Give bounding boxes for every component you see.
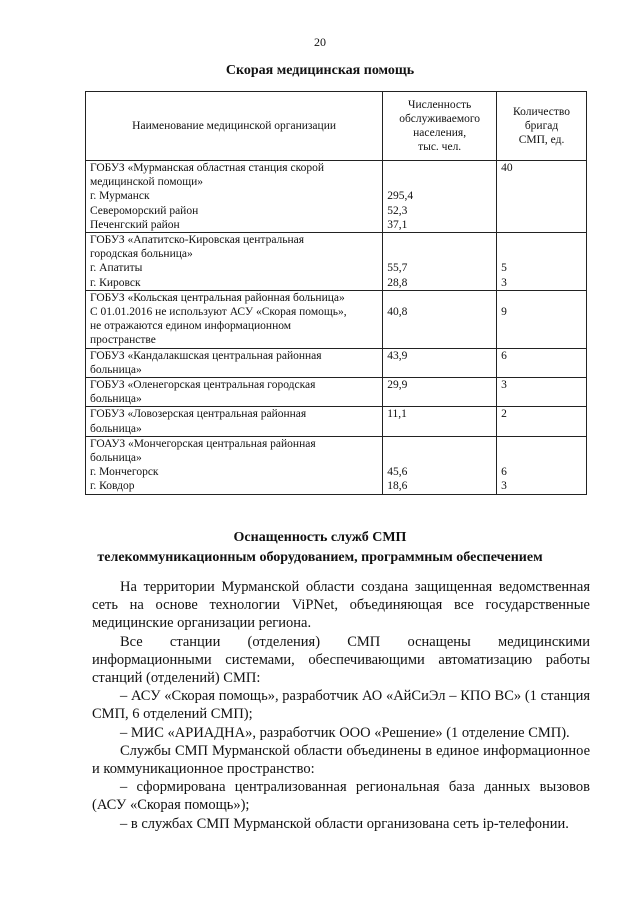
organization-cell [86,290,383,348]
cell-line: 28,8 [387,276,408,289]
paragraph: Все станции (отделения) СМП оснащены медицинскими информационными системами, обеспечивающими автоматизацию работы станций (отделений) СМП: [92,633,590,687]
cell-line [501,175,582,189]
table-row [86,378,587,407]
body-text [92,578,590,833]
header-organization [86,92,383,161]
cell-line: ГОБУЗ «Мурманская областная станция скорой [90,162,324,174]
brigades-cell [497,290,587,348]
population-cell [383,436,497,494]
cell-line: 52,3 [387,204,408,217]
cell-line [387,161,492,175]
section-title [0,528,640,568]
page-number: 20 [314,35,326,49]
cell-line: пространстве [90,334,156,347]
cell-line [387,451,492,465]
brigades-cell [497,436,587,494]
cell-line: С 01.01.2016 не используют АСУ «Скорая помощь», [90,306,347,319]
cell-line [501,451,582,465]
organization-cell [86,407,383,436]
cell-line: г. Мурманск [90,190,150,203]
cell-line: 6 [501,466,507,479]
cell-line: 3 [501,276,507,289]
cell-line [387,291,492,305]
cell-line [501,233,582,247]
table-row [86,407,587,436]
cell-line: ГОБУЗ «Кольская центральная районная больница» [90,291,345,304]
cell-line: 29,9 [387,379,408,392]
cell-line: 2 [501,408,507,421]
table-row [86,161,587,233]
cell-line [501,437,582,451]
cell-line: 6 [501,349,507,362]
cell-line [387,233,492,247]
cell-line: 295,4 [387,190,414,203]
table-row [86,233,587,291]
brigades-cell [497,161,587,233]
population-cell [383,378,497,407]
cell-line [387,247,492,261]
cell-line [387,175,492,189]
organization-cell [86,161,383,233]
population-cell [383,290,497,348]
population-cell [383,407,497,436]
header-line: Количество [513,105,571,118]
organization-cell [86,348,383,377]
cell-line: больница» [90,422,142,435]
cell-line: 3 [501,480,507,493]
header-line: населения, [413,127,467,139]
cell-line: ГОАУЗ «Мончегорская центральная районная [90,437,316,450]
cell-line: 40 [501,162,513,174]
organization-cell [86,233,383,291]
brigades-cell [497,378,587,407]
paragraph: – МИС «АРИАДНА», разработчик ООО «Решение» (1 отделение СМП). [120,724,570,741]
cell-line: г. Апатиты [90,262,143,275]
cell-line: ГОБУЗ «Ловозерская центральная районная [90,408,307,421]
brigades-cell [497,407,587,436]
cell-line: ГОБУЗ «Кандалакшская центральная районная [90,349,322,362]
cell-line [501,204,582,218]
population-cell [383,348,497,377]
header-line: СМП, ед. [518,134,565,147]
section-title-line: Оснащенность служб СМП [233,530,407,545]
cell-line: городская больница» [90,248,193,261]
ambulance-table [85,91,587,495]
cell-line [501,291,582,305]
paragraph: На территории Мурманской области создана защищенная ведомственная сеть на основе технологии ViPNet, объединяющая все государственные медицинские организации региона. [92,579,590,632]
cell-line: 11,1 [387,408,407,421]
cell-line: г. Ковдор [90,480,135,493]
section-title-line: телекоммуникационным оборудованием, программным обеспечением [97,550,543,565]
paragraph: – АСУ «Скорая помощь», разработчик АО «АйСиЭл – КПО ВС» (1 станция СМП, 6 отделений СМП); [92,688,590,723]
cell-line: 37,1 [387,218,408,231]
table-header-row [86,92,587,161]
organization-cell [86,378,383,407]
table-row [86,290,587,348]
cell-line: ГОБУЗ «Апатитско-Кировская центральная [90,234,305,247]
cell-line: 45,6 [387,466,408,479]
header-line: Численность [407,98,472,111]
table-row [86,348,587,377]
cell-line: больница» [90,452,142,465]
cell-line: больница» [90,363,142,376]
header-brigades [497,92,587,161]
cell-line: больница» [90,393,142,406]
header-line: обслуживаемого [399,112,481,125]
header-population [383,92,497,161]
header-line: тыс. чел. [418,141,462,154]
table-title: Скорая медицинская помощь [225,63,415,78]
cell-line: 55,7 [387,262,408,275]
cell-line: медицинской помощи» [90,176,204,189]
header-line: бригад [524,119,559,132]
organization-cell [86,436,383,494]
cell-line: не отражаются едином информационном [90,320,292,333]
cell-line: 5 [501,262,507,275]
cell-line: 9 [501,306,507,319]
cell-line: 43,9 [387,349,408,362]
paragraph: – в службах СМП Мурманской области организована сеть ip-телефонии. [120,815,569,832]
table-row [86,436,587,494]
cell-line: 40,8 [387,306,408,319]
cell-line: 3 [501,379,507,392]
cell-line: 18,6 [387,480,408,493]
cell-line: Североморский район [90,204,199,217]
cell-line: г. Мончегорск [90,466,159,479]
population-cell [383,233,497,291]
cell-line: г. Кировск [90,276,141,289]
population-cell [383,161,497,233]
header-line: Наименование медицинской организации [132,119,337,132]
brigades-cell [497,233,587,291]
cell-line [501,218,582,232]
cell-line: Печенгский район [90,218,180,231]
brigades-cell [497,348,587,377]
cell-line [501,247,582,261]
cell-line [387,437,492,451]
paragraph: Службы СМП Мурманской области объединены в единое информационное и коммуникационное пространство: [92,742,590,778]
paragraph: – сформирована централизованная региональная база данных вызовов (АСУ «Скорая помощь»); [92,779,590,814]
cell-line: ГОБУЗ «Оленегорская центральная городская [90,379,316,392]
cell-line [501,189,582,203]
